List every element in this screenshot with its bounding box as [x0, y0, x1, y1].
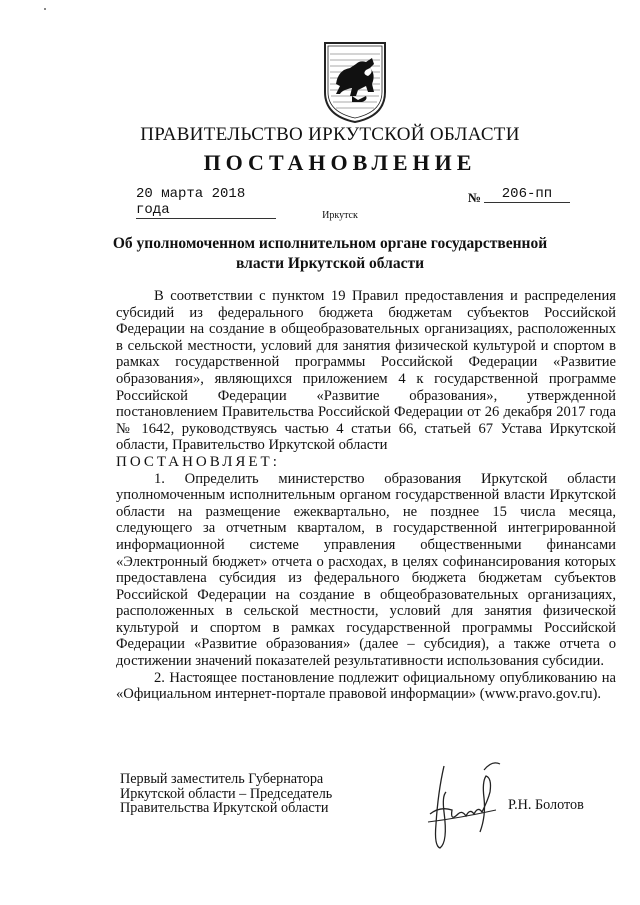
signatory-position: [120, 772, 332, 816]
document-body: [116, 288, 616, 703]
signatory-name: Р.Н. Болотов: [508, 797, 584, 813]
document-number: 206-пп: [484, 186, 570, 203]
item-2-paragraph: 2. Настоящее постановление подлежит официальному опубликованию на «Официальном интернет-портале правовой информации» (www.pravo.gov.ru).: [116, 669, 616, 703]
number-label: №: [468, 190, 482, 205]
item-1-paragraph: 1. Определить министерство образования Иркутской области уполномоченным исполнительным органом государственной власти Иркутской области на размещение ежеквартально, не позднее 15 числа месяца, следующего за отчетным кварталом, в государственной интегрированной информационной системе управления общественными финансами «Электронный бюджет» отчета о расходах, в целях софинансирования которых предоставлена субсидия из федерального бюджета бюджетам субъектов Российской Федерации на создание в общеобразовательных организациях, расположенных в сельской местности, условий для занятия физической культурой и спортом в рамках государственной программы Российской Федерации «Развитие образования» (далее – субсидия), а также отчета о достижении значений показателей результативности использования субсидии.: [116, 470, 616, 670]
document-title: Об уполномоченном исполнительном органе государственной власти Иркутской области: [112, 235, 548, 272]
resolves-heading: ПОСТАНОВЛЯЕТ:: [116, 453, 280, 470]
issue-city: Иркутск: [322, 210, 358, 221]
document-date: 20 марта 2018 года: [136, 186, 276, 219]
position-line: Первый заместитель Губернатора: [120, 771, 324, 787]
scan-mark: [44, 8, 46, 10]
coat-of-arms-emblem: [322, 40, 388, 124]
position-line: Правительства Иркутской области: [120, 800, 329, 816]
position-line: Иркутской области – Председатель: [120, 785, 333, 802]
handwritten-signature: [410, 752, 520, 862]
preamble-paragraph: В соответствии с пунктом 19 Правил предоставления и распределения субсидий из федерального бюджета бюджетам субъектов Российской Федерации на создание в общеобразовательных организациях, расположенных в сельской местности, условий для занятия физической культурой и спортом в рамках государственной программы Российской Федерации «Развитие образования», являющихся приложением 4 к государственной программе Российской Федерации «Развитие образования», утвержденной постановлением Правительства Российской Федерации от 26 декабря 2017 года № 1642, руководствуясь частью 4 статьи 66, статьей 67 Устава Иркутской области, Правительство Иркутской области: [116, 288, 616, 454]
government-name: ПРАВИТЕЛЬСТВО ИРКУТСКОЙ ОБЛАСТИ: [140, 124, 520, 145]
document-type: ПОСТАНОВЛЕНИЕ: [203, 150, 477, 175]
